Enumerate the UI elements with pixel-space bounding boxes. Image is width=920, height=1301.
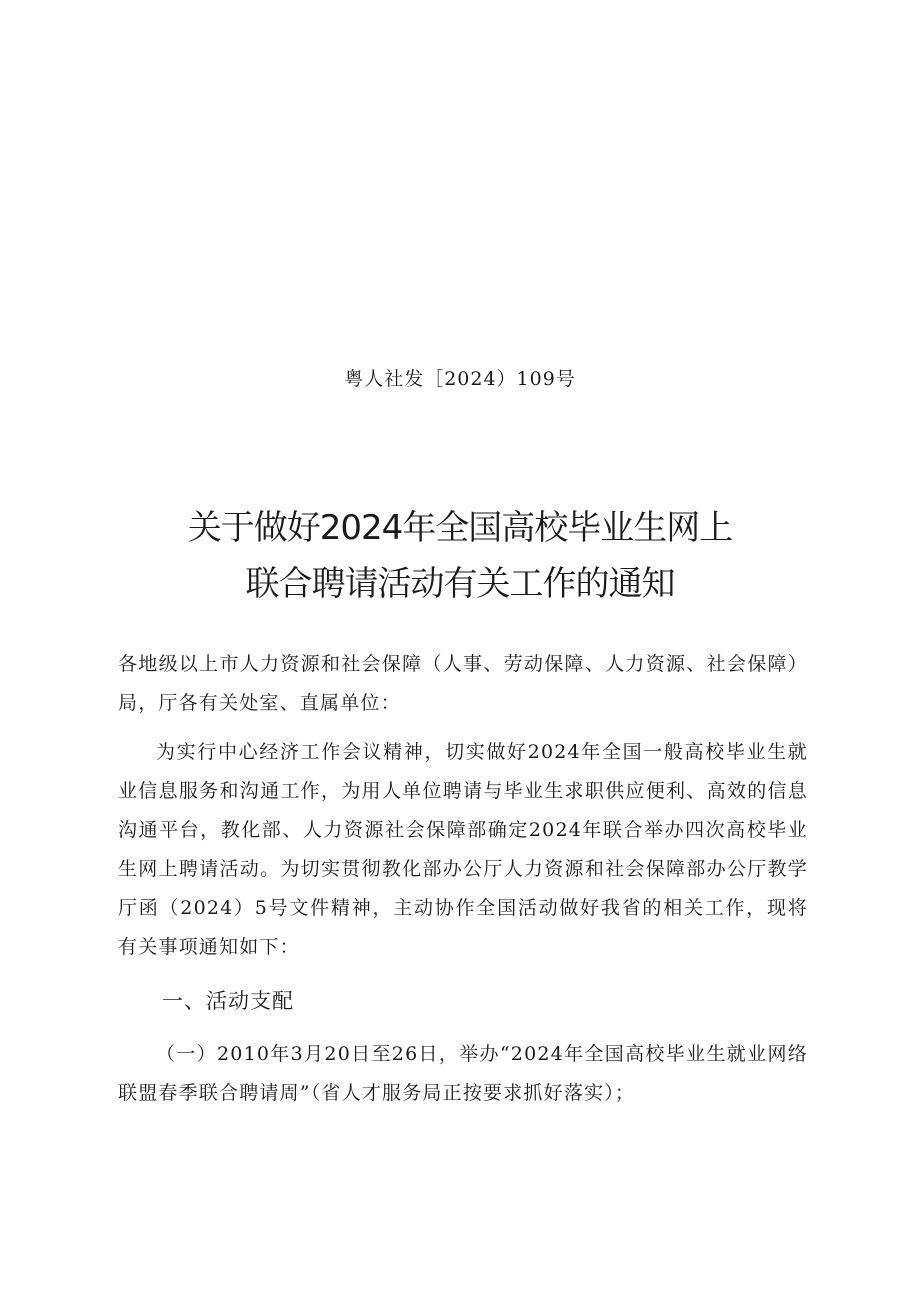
- paragraph-intro: 为实行中心经济工作会议精神，切实做好2024年全国一般高校毕业生就业信息服务和沟通工作，为用人单位聘请与毕业生求职供应便利、高效的信息沟通平台，教化部、人力资源社会保障部确定2024年联合举办四次高校毕业生网上聘请活动。为切实贯彻教化部办公厅人力资源和社会保障部办公厅教学厅函（2024）5号文件精神，主动协作全国活动做好我省的相关工作，现将有关事项通知如下：: [118, 741, 808, 958]
- section-heading-activity-arrangement: 一、活动支配: [162, 989, 294, 1013]
- document-title: [0, 500, 920, 612]
- salutation: 各地级以上市人力资源和社会保障（人事、劳动保障、人力资源、社会保障）局，厅各有关处室、直属单位：: [118, 653, 808, 714]
- paragraph-item-1: （一）2010年3月20日至26日，举办“2024年全国高校毕业生就业网络联盟春季联合聘请周”（省人才服务局正按要求抓好落实）；: [118, 1043, 808, 1104]
- title-line-1: 关于做好2024年全国高校毕业生网上: [187, 508, 733, 548]
- document-number: 粤人社发［2024）109号: [344, 368, 576, 390]
- title-line-2: 联合聘请活动有关工作的通知: [245, 564, 675, 604]
